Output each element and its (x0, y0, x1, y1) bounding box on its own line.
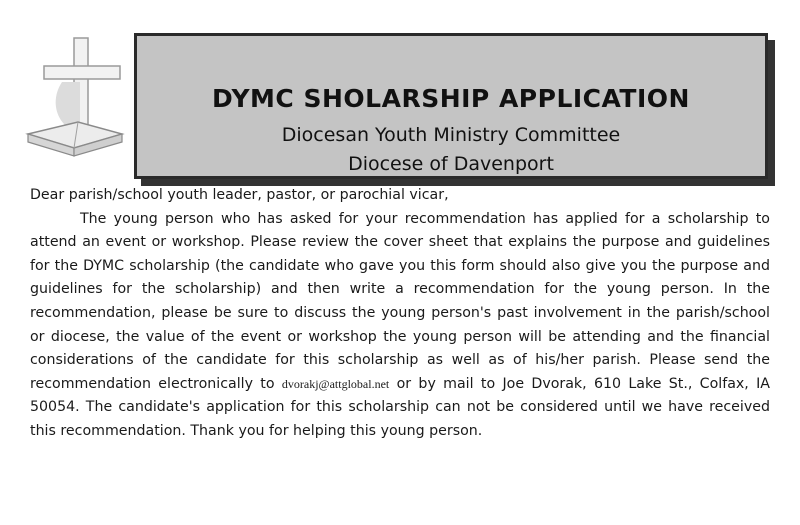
letter-body (30, 184, 770, 444)
paragraph-text-part-2: or by mail to Joe Dvorak, 610 Lake St., Colfax, IA 50054. The candidate's application for this scholarship can not be considered until we have received this recommendation. Thank you for helping this young person. (30, 375, 771, 439)
paragraph-text-part-1: The young person who has asked for your recommendation has applied for a scholarship to attend an event or workshop. Please review the cover sheet that explains the purpose and guidelines for the DYMC scholarship (the candidate who gave you this form should also give you the purpose and guidelines for the scholarship) and then write a recommendation for the young person. In the recommendation, please be sure to discuss the young person's past involvement in the parish/school or diocese, the value of the event or workshop the young person will be attending and the financial considerations of the candidate for this scholarship as well as of his/her parish. Please send the recommendation electronically to (30, 210, 770, 392)
email-address: dvorakj@attglobal.net (281, 376, 390, 391)
letter-paragraph (30, 208, 770, 444)
salutation: Dear parish/school youth leader, pastor, or parochial vicar, (30, 187, 449, 203)
page-title: DYMC SHOLARSHIP APPLICATION (212, 84, 690, 113)
committee-name: Diocesan Youth Ministry Committee (281, 124, 621, 146)
cross-and-book-icon (22, 30, 134, 170)
diocese-name: Diocese of Davenport (348, 153, 554, 175)
header-banner (134, 33, 768, 179)
